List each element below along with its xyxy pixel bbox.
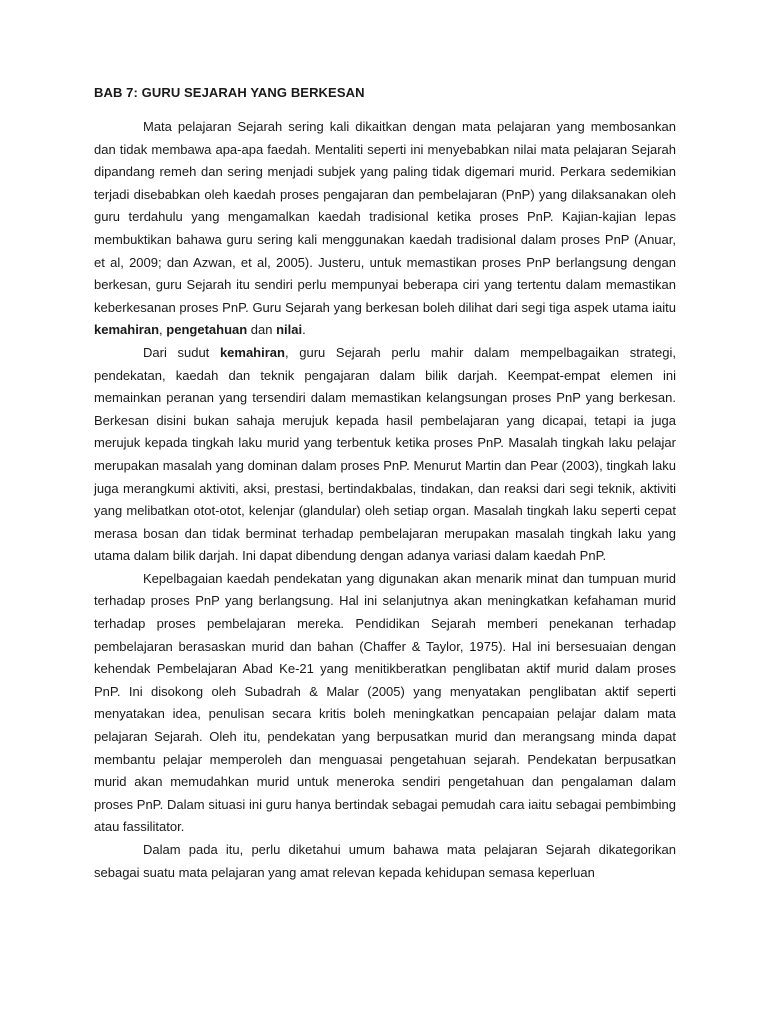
paragraph-kemahiran: Dari sudut kemahiran, guru Sejarah perlu mahir dalam mempelbagaikan strategi, pendekatan, kaedah dan teknik pengajaran dalam bilik darjah. Keempat-empat elemen ini memainkan peranan yang tersendiri dalam memastikan kelangsungan proses PnP yang berkesan. Berkesan disini bukan sahaja merujuk kepada hasil pembelajaran yang dicapai, tetapi ia juga merujuk kepada tingkah laku murid yang terbentuk ketika proses PnP. Masalah tingkah laku pelajar merupakan masalah yang dominan dalam proses PnP. Menurut Martin dan Pear (2003), tingkah laku juga merangkumi aktiviti, aksi, prestasi, bertindakbalas, tindakan, dan reaksi dari segi teknik, aktiviti yang melibatkan otot-otot, kelenjar (glandular) oleh setiap organ. Masalah tingkah laku seperti cepat merasa bosan dan tidak berminat terhadap pembelajaran merupakan masalah tingkah laku yang utama dalam bilik darjah. Ini dapat dibendung dengan adanya variasi dalam kaedah PnP. bbox=[94, 344, 676, 564]
paragraph-relevan: Dalam pada itu, perlu diketahui umum bahawa mata pelajaran Sejarah dikategorikan sebagai suatu mata pelajaran yang amat relevan kepada kehidupan semasa keperluan bbox=[94, 842, 676, 880]
paragraph-kemahiran-text: , guru Sejarah perlu mahir dalam mempelbagaikan strategi, pendekatan, kaedah dan teknik pengajaran dalam bilik darjah. Keempat-empat elemen ini memainkan peranan yang tersendiri dalam memastikan kelangsungan proses PnP yang berkesan. Berkesan disini bukan sahaja merujuk kepada hasil pembelajaran yang dicapai, tetapi ia juga merujuk kepada tingkah laku murid yang terbentuk ketika proses PnP. Masalah tingkah laku pelajar merupakan masalah yang dominan dalam proses PnP. Menurut Martin dan Pear (2003), tingkah laku juga merangkumi aktiviti, aksi, prestasi, bertindakbalas, tindakan, dan reaksi dari segi teknik, aktiviti yang melibatkan otot-otot, kelenjar (glandular) oleh setiap organ. Masalah tingkah laku seperti cepat merasa bosan dan tidak berminat terhadap pembelajaran merupakan masalah tingkah laku yang utama dalam bilik darjah. Ini dapat dibendung dengan adanya variasi dalam kaedah PnP. bbox=[94, 344, 676, 564]
keyword-pengetahuan: pengetahuan bbox=[166, 322, 248, 338]
paragraph-intro: Mata pelajaran Sejarah sering kali dikaitkan dengan mata pelajaran yang membosankan dan tidak membawa apa-apa faedah. Mentaliti seperti ini menyebabkan nilai mata pelajaran Sejarah dipandang remeh dan sering menjadi subjek yang paling tidak digemari murid. Perkara sedemikian terjadi disebabkan oleh kaedah proses pengajaran dan pembelajaran (PnP) yang dilaksanakan oleh guru terdahulu yang mengamalkan kaedah tradisional ketika proses PnP. Kajian-kajian lepas membuktikan bahawa guru sering kali menggunakan kaedah tradisional dalam proses PnP (Anuar, et al, 2009; dan Azwan, et al, 2005). Justeru, untuk memastikan proses PnP berlangsung dengan berkesan, guru Sejarah itu sendiri perlu mempunyai beberapa ciri yang tertentu dalam memastikan keberkesanan proses PnP. Guru Sejarah yang berkesan boleh dilihat dari segi tiga aspek utama iaitu kemahiran, pengetahuan dan nilai. bbox=[94, 119, 676, 338]
keyword-kemahiran-2: kemahiran bbox=[219, 344, 285, 360]
keyword-kemahiran: kemahiran bbox=[94, 322, 160, 338]
paragraph-kepelbagaian: Kepelbagaian kaedah pendekatan yang digunakan akan menarik minat dan tumpuan murid terhadap proses PnP yang berlangsung. Hal ini selanjutnya akan meningkatkan kefahaman murid terhadap proses pembelajaran mereka. Pendidikan Sejarah memberi penekanan terhadap pembelajaran berasaskan murid dan bahan (Chaffer & Taylor, 1975). Hal ini bersesuaian dengan kehendak Pembelajaran Abad Ke-21 yang menitikberatkan penglibatan aktif murid dalam proses PnP. Ini disokong oleh Subadrah & Malar (2005) yang menyatakan penglibatan aktif seperti menyatakan idea, penulisan secara kritis boleh meningkatkan pencapaian pelajar dalam mata pelajaran Sejarah. Oleh itu, pendekatan yang berpusatkan murid dan merangsang minda dapat membantu pelajar memperoleh dan menguasai pengetahuan sejarah. Pendekatan berpusatkan murid akan memudahkan murid untuk meneroka sendiri pengetahuan dan pengalaman dalam proses PnP. Dalam situasi ini guru hanya bertindak sebagai pemudah cara iaitu sebagai pembimbing atau fassilitator. bbox=[94, 570, 676, 835]
chapter-title: BAB 7: GURU SEJARAH YANG BERKESAN bbox=[94, 85, 365, 100]
document-page bbox=[94, 84, 676, 884]
keyword-nilai: nilai bbox=[276, 322, 303, 338]
paragraph-intro-text: Mata pelajaran Sejarah sering kali dikaitkan dengan mata pelajaran yang membosankan dan tidak membawa apa-apa faedah. Mentaliti seperti ini menyebabkan nilai mata pelajaran Sejarah dipandang remeh dan sering menjadi subjek yang paling tidak digemari murid. Perkara sedemikian terjadi disebabkan oleh kaedah proses pengajaran dan pembelajaran (PnP) yang dilaksanakan oleh guru terdahulu yang mengamalkan kaedah tradisional ketika proses PnP. Kajian-kajian lepas membuktikan bahawa guru sering kali menggunakan kaedah tradisional dalam proses PnP (Anuar, et al, 2009; dan Azwan, et al, 2005). Justeru, untuk memastikan proses PnP berlangsung dengan berkesan, guru Sejarah itu sendiri perlu mempunyai beberapa ciri yang tertentu dalam memastikan keberkesanan proses PnP. Guru Sejarah yang berkesan boleh dilihat dari segi tiga aspek utama iaitu bbox=[94, 119, 676, 315]
